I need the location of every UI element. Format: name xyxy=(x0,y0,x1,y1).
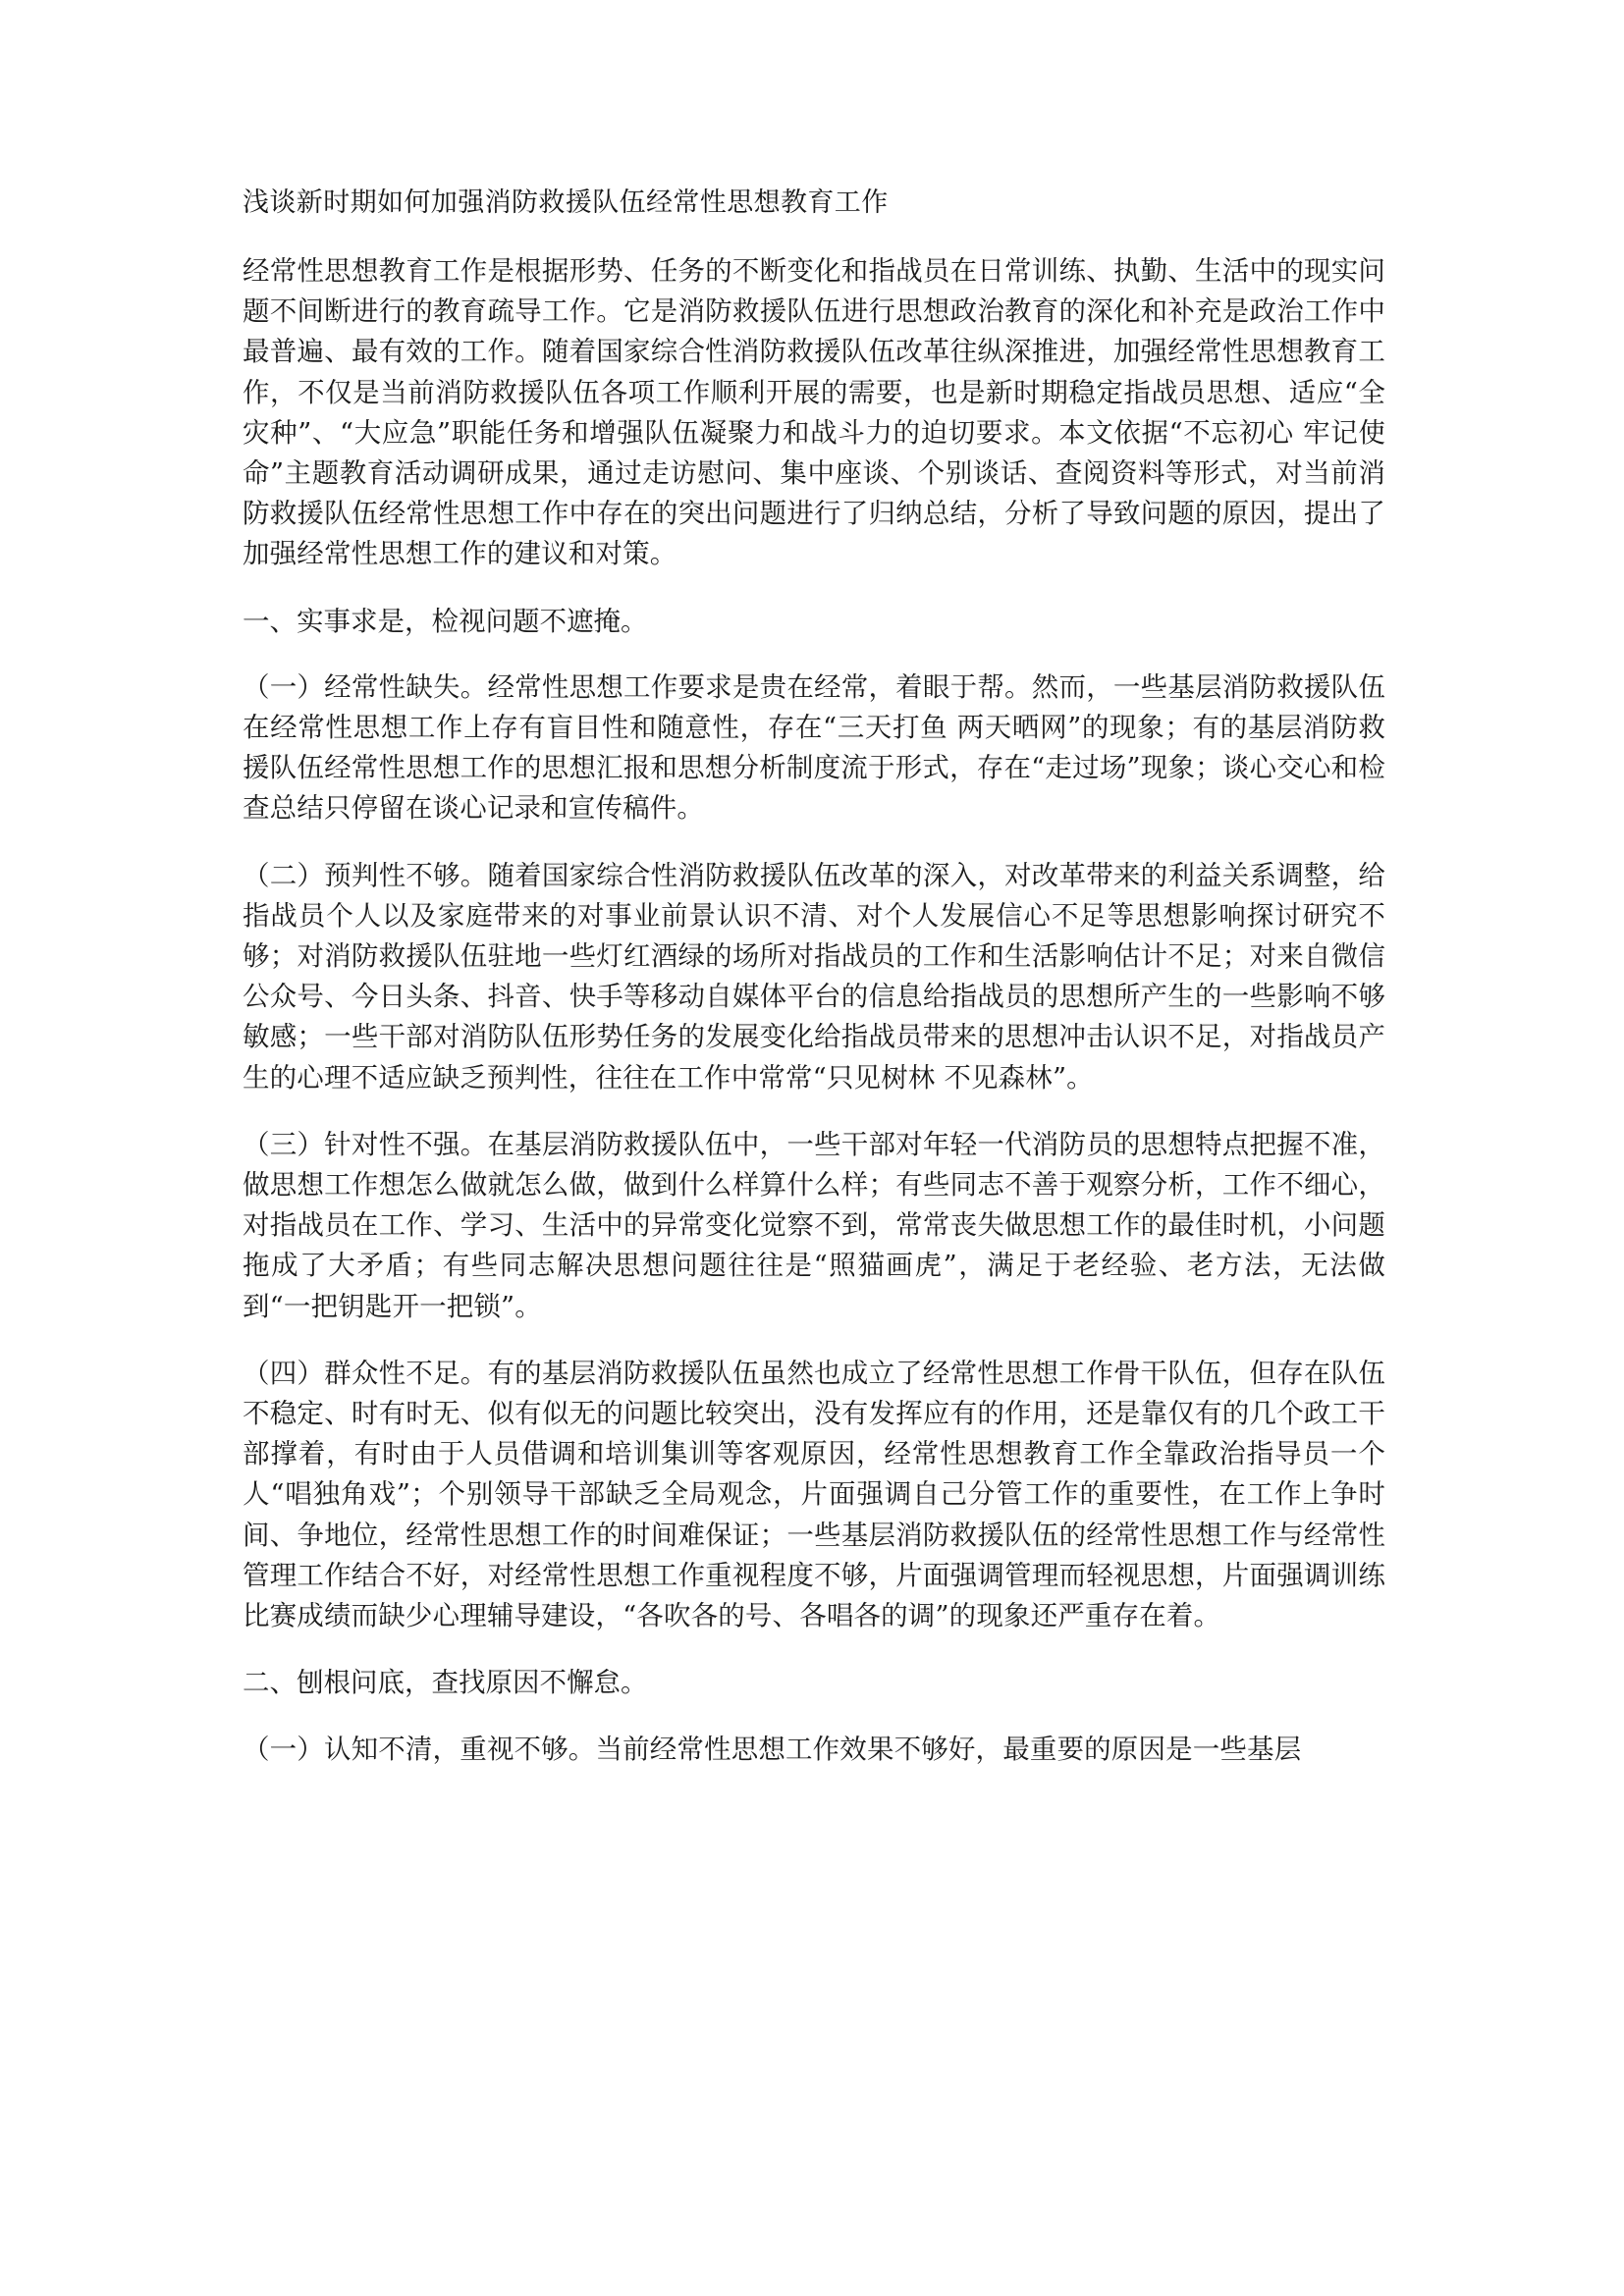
title-spacer xyxy=(243,223,1385,251)
paragraph-section2-item1: （一）认知不清，重视不够。当前经常性思想工作效果不够好，最重要的原因是一些基层 xyxy=(243,1733,1302,1765)
paragraph-section1-item2: （二）预判性不够。随着国家综合性消防救援队伍改革的深入，对改革带来的利益关系调整，给指战员个人以及家庭带来的对事业前景认识不清、对个人发展信心不足等思想影响探讨研究不够；对消防救援队伍驻地一些灯红酒绿的场所对指战员的工作和生活影响估计不足；对来自微信公众号、今日头条、抖音、快手等移动自媒体平台的信息给指战员的思想所产生的一些影响不够敏感；一些干部对消防队伍形势任务的发展变化给指战员带来的思想冲击认识不足，对指战员产生的心理不适应缺乏预判性，往往在工作中常常“只见树林 不见森林”。 xyxy=(243,859,1385,1094)
paragraph-section1-item1: （一）经常性缺失。经常性思想工作要求是贵在经常，着眼于帮。然而，一些基层消防救援队伍在经常性思想工作上存有盲目性和随意性，存在“三天打鱼 两天晒网”的现象；有的基层消防救援队伍经常性思想工作的思想汇报和思想分析制度流于形式，存在“走过场”现象；谈心交心和检查总结只停留在谈心记录和宣传稿件。 xyxy=(243,670,1385,825)
paragraph-spacer xyxy=(243,1098,1385,1125)
paragraph-spacer xyxy=(243,829,1385,856)
paragraph-section1-item4: （四）群众性不足。有的基层消防救援队伍虽然也成立了经常性思想工作骨干队伍，但存在队伍不稳定、时有时无、似有似无的问题比较突出，没有发挥应有的作用，还是靠仅有的几个政工干部撑着，有时由于人员借调和培训集训等客观原因，经常性思想教育工作全靠政治指导员一个人“唱独角戏”；个别领导干部缺乏全局观念，片面强调自己分管工作的重要性，在工作上争时间、争地位，经常性思想工作的时间难保证；一些基层消防救援队伍的经常性思想工作与经常性管理工作结合不好，对经常性思想工作重视程度不够，片面强调管理而轻视思想，片面强调训练比赛成绩而缺少心理辅导建设，“各吹各的号、各唱各的调”的现象还严重存在着。 xyxy=(243,1357,1385,1632)
heading-spacer xyxy=(243,1704,1385,1730)
section-heading-2: 二、刨根问底，查找原因不懈怠。 xyxy=(243,1667,648,1699)
heading-spacer xyxy=(243,642,1385,667)
paragraph-abstract: 经常性思想教育工作是根据形势、任务的不断变化和指战员在日常训练、执勤、生活中的现实问题不间断进行的教育疏导工作。它是消防救援队伍进行思想政治教育的深化和补充是政治工作中最普遍、最有效的工作。随着国家综合性消防救援队伍改革往纵深推进，加强经常性思想教育工作，不仅是当前消防救援队伍各项工作顺利开展的需要，也是新时期稳定指战员思想、适应“全灾种”、“大应急”职能任务和增强队伍凝聚力和战斗力的迫切要求。本文依据“不忘初心 牢记使命”主题教育活动调研成果，通过走访慰问、集中座谈、个别谈话、查阅资料等形式，对当前消防救援队伍经常性思想工作中存在的突出问题进行了归纳总结，分析了导致问题的原因，提出了加强经常性思想工作的建议和对策。 xyxy=(243,255,1385,570)
paragraph-spacer xyxy=(243,1327,1385,1354)
paragraph-section1-item3: （三）针对性不强。在基层消防救援队伍中，一些干部对年轻一代消防员的思想特点把握不准，做思想工作想怎么做就怎么做，做到什么样算什么样；有些同志不善于观察分析，工作不细心，对指战员在工作、学习、生活中的异常变化觉察不到，常常丧失做思想工作的最佳时机，小问题拖成了大矛盾；有些同志解决思想问题往往是“照猫画虎”，满足于老经验、老方法，无法做到“一把钥匙开一把锁”。 xyxy=(243,1128,1385,1322)
page-title: 浅谈新时期如何加强消防救援队伍经常性思想教育工作 xyxy=(243,187,889,218)
document-body xyxy=(243,183,1385,1770)
paragraph-spacer xyxy=(243,575,1385,602)
paragraph-spacer xyxy=(243,1636,1385,1663)
section-heading-1: 一、实事求是，检视问题不遮掩。 xyxy=(243,605,648,637)
